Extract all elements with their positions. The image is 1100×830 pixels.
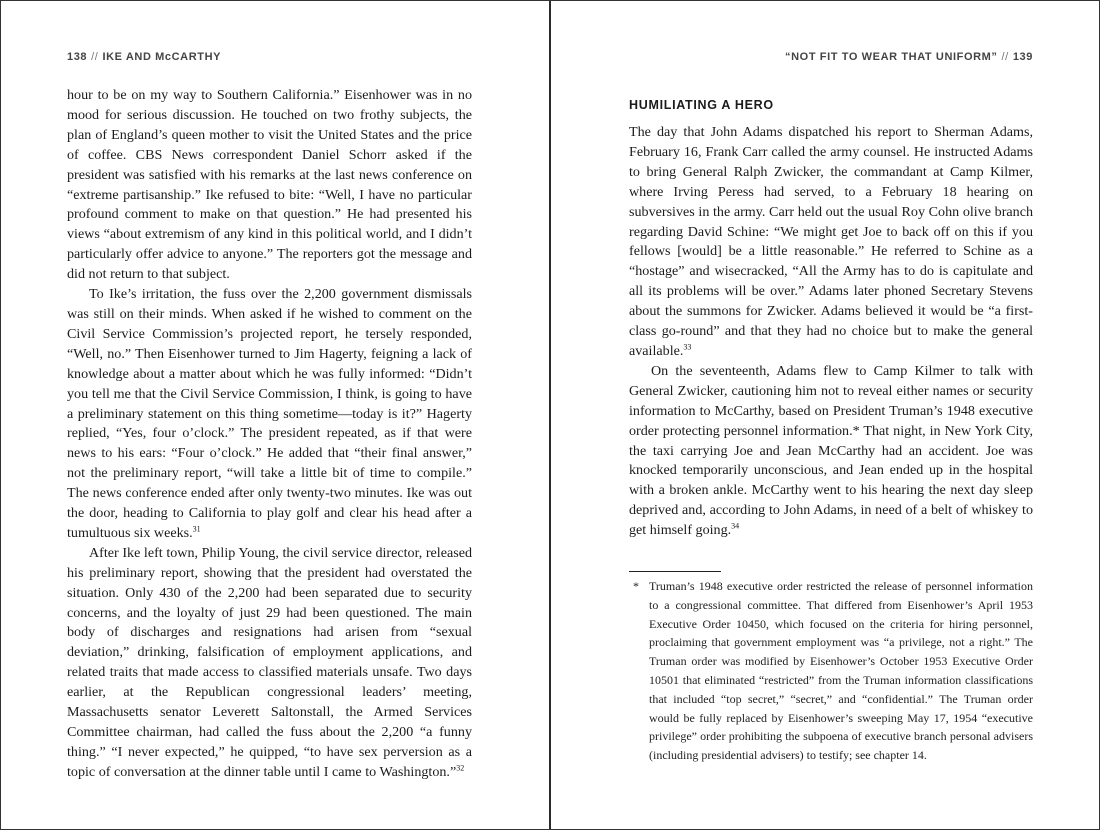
footnote-text: Truman’s 1948 executive order restricted the release of personnel information to a congressional committee. That differed from Eisenhower’s April 1953 Executive Order 10450, which focused on the criteria for hiring personnel, proclaiming that government employment was “a privilege, not a right.” The Truman order was modified by Eisenhower’s October 1953 Executive Order 10501 that eliminated “restricted” from the Truman information classifications that included “top secret,” “secret,” and “confidential.” The Truman order would be fully replaced by Eisenhower’s sweeping May 17, 1954 “executive privilege” order prohibiting the subpoena of executive branch personal advisers (including presidential advisers) to testify; see chapter 14. [649, 579, 1033, 763]
note-reference: 32 [456, 763, 465, 773]
footnote [633, 577, 1033, 765]
right-head-separator: // [1001, 51, 1009, 63]
paragraph-text: The day that John Adams dispatched his report to Sherman Adams, February 16, Frank Carr called the army counsel. He instructed Adams to bring General Ralph Zwicker, the commandant at Camp Kilmer, where Irving Peress had served, to a February 18 hearing on subversives in the army. Carr held out the usual Roy Cohn olive branch regarding David Schine: “We might get Joe to back off on this if you fellows [would] be a little reasonable.” He referred to Schine as a “hostage” and wisecracked, “All the Army has to do is capitulate and all its problems will be over.” Adams later phoned Secretary Stevens about the summons for Zwicker. Adams believed it would be “a first-class go-round” and that they had no choice but to make the general available. [629, 124, 1033, 359]
note-reference: 33 [683, 342, 692, 352]
section-heading: HUMILIATING A HERO [629, 98, 774, 112]
right-page-number: 139 [1012, 51, 1033, 63]
left-running-head [67, 51, 221, 63]
paragraph-text: To Ike’s irritation, the fuss over the 2,200 government dismissals was still on their minds. When asked if he wished to comment on the Civil Service Commission’s projected report, he tersely responded, “Well, no.” Then Eisenhower turned to Jim Hagerty, feigning a lack of knowledge about a matter about which he was fully informed: “Didn’t you tell me that the Civil Service Commission, I think, is going to have a preliminary statement on this thing sometime—today is it?” Hagerty replied, “Yes, four o’clock.” The president repeated, as if that were news to his ears: “Four o’clock.” He added that “their final answer,” not the preliminary report, “will take a little bit of time to compile.” The news conference ended after only twenty-two minutes. Ike was out the door, heading to California to play golf and clear his head after a tumultuous six weeks. [67, 286, 472, 541]
right-page [551, 1, 1099, 829]
right-running-head [785, 51, 1033, 63]
footnote-marker: * [633, 579, 639, 593]
right-chapter-title: “NOT FIT TO WEAR THAT UNIFORM” [785, 51, 998, 63]
paragraph-text: hour to be on my way to Southern California.” Eisenhower was in no mood for serious discussion. He touched on two frothy subjects, the plan of England’s queen mother to visit the United States and the price of coffee. CBS News correspondent Daniel Schorr asked if the president was satisfied with his remarks at the last news conference on “extreme partisanship.” Ike refused to bite: “Well, I have no particular profound comment to make on that question.” He had presented his views “about extremism of any kind in this political world, and I didn’t particularly offer advice to anyone.” The reporters got the message and did not return to that subject. [67, 87, 472, 283]
paragraph-text: After Ike left town, Philip Young, the civil service director, released his preliminary report, showing that the president had overstated the situation. Only 430 of the 2,200 had been separated due to security concerns, and the loyalty of just 29 had been questioned. The main body of discharges and resignations had arisen from “sexual deviation,” drinking, falsification of employment applications, and related traits that made access to classified materials unsafe. Two days earlier, at the Republican congressional leaders’ meeting, Massachusetts senator Leverett Saltonstall, the Armed Services Committee chairman, had called the fuss about the 2,200 “a funny thing.” “I never expected,” he quipped, “to have sex perversion as a topic of conversation at the dinner table until I came to Washington.” [67, 544, 472, 780]
note-reference: 31 [192, 524, 201, 534]
right-body-text [629, 123, 1033, 541]
left-body-text [67, 86, 472, 783]
left-page-number: 138 [67, 51, 88, 63]
footnote-rule [629, 571, 721, 572]
left-head-separator: // [91, 51, 99, 63]
left-paragraph-1 [67, 86, 472, 285]
right-paragraph-2 [629, 362, 1033, 541]
left-book-title: IKE AND McCARTHY [102, 51, 222, 63]
paragraph-text: On the seventeenth, Adams flew to Camp Kilmer to talk with General Zwicker, cautioning him not to reveal either names or security information to McCarthy, based on President Truman’s 1948 executive order protecting personnel information.* That night, in New York City, the taxi carrying Joe and Jean McCarthy had an accident. Joe was knocked temporarily unconscious, and Jean ended up in the hospital with a broken ankle. McCarthy went to his hearing the next day sleep deprived and, according to John Adams, in need of a belt of whiskey to get himself going. [629, 362, 1033, 539]
left-paragraph-3 [67, 544, 472, 783]
note-reference: 34 [731, 521, 740, 531]
left-paragraph-2 [67, 285, 472, 544]
right-paragraph-1 [629, 123, 1033, 362]
left-page [1, 1, 549, 829]
